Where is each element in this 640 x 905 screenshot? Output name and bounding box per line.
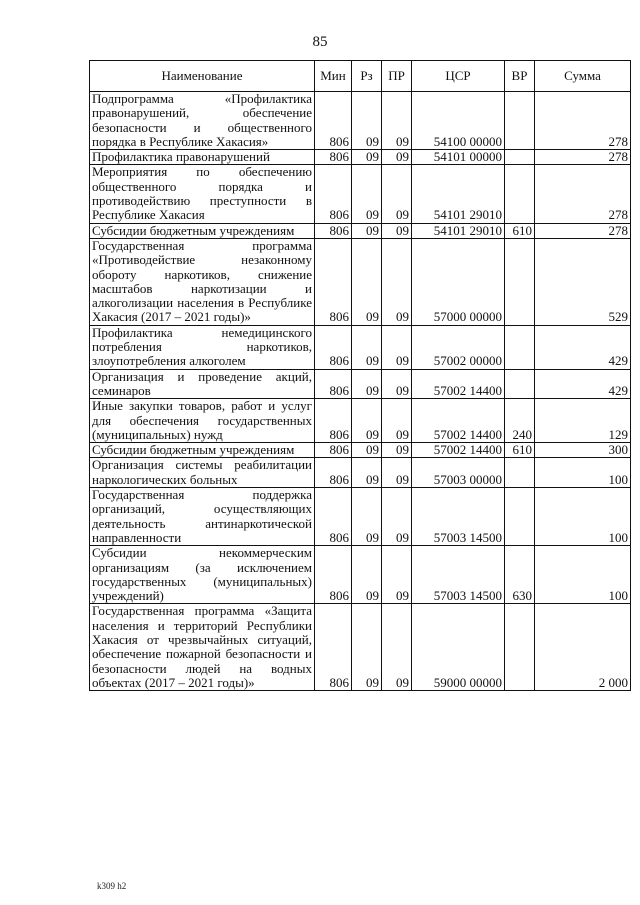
table-body (90, 92, 631, 691)
cell-vr (505, 92, 535, 150)
cell-sum: 100 (535, 488, 631, 546)
cell-pr: 09 (382, 458, 412, 488)
cell-sum: 129 (535, 399, 631, 443)
cell-rz: 09 (352, 238, 382, 325)
header-sum: Сумма (535, 61, 631, 92)
cell-min: 806 (315, 223, 352, 238)
cell-min: 806 (315, 92, 352, 150)
cell-min: 806 (315, 604, 352, 691)
cell-name: Профилактика немедицинского потребления наркотиков, злоупотребления алкоголем (90, 325, 315, 369)
cell-name: Государственная программа «Защита населения и территорий Республики Хакасия от чрезвычайных ситуаций, обеспечение пожарной безопасности и безопасности людей на водных объектах (2017 – 2021 годы)» (90, 604, 315, 691)
header-vr: ВР (505, 61, 535, 92)
header-rz: Рз (352, 61, 382, 92)
table-row (90, 150, 631, 165)
cell-vr: 630 (505, 546, 535, 604)
cell-min: 806 (315, 238, 352, 325)
cell-sum: 278 (535, 150, 631, 165)
cell-vr: 240 (505, 399, 535, 443)
cell-csr: 57000 00000 (412, 238, 505, 325)
cell-sum: 2 000 (535, 604, 631, 691)
cell-rz: 09 (352, 458, 382, 488)
cell-rz: 09 (352, 165, 382, 223)
cell-pr: 09 (382, 443, 412, 458)
cell-min: 806 (315, 399, 352, 443)
header-pr: ПР (382, 61, 412, 92)
table-row (90, 238, 631, 325)
cell-name: Мероприятия по обеспечению общественного порядка и противодействию преступности в Республике Хакасия (90, 165, 315, 223)
cell-vr (505, 150, 535, 165)
table-row (90, 165, 631, 223)
cell-name: Организация системы реабилитации наркологических больных (90, 458, 315, 488)
cell-csr: 57002 14400 (412, 369, 505, 399)
cell-name: Государственная программа «Противодействие незаконному обороту наркотиков, снижение масштабов наркотизации и алкоголизации населения в Республике Хакасия (2017 – 2021 годы)» (90, 238, 315, 325)
cell-csr: 54101 29010 (412, 165, 505, 223)
cell-min: 806 (315, 325, 352, 369)
cell-sum: 278 (535, 223, 631, 238)
page-number: 85 (312, 34, 328, 50)
table-row (90, 223, 631, 238)
cell-rz: 09 (352, 369, 382, 399)
table-row (90, 604, 631, 691)
cell-csr: 57003 14500 (412, 488, 505, 546)
cell-rz: 09 (352, 399, 382, 443)
cell-sum: 429 (535, 369, 631, 399)
cell-rz: 09 (352, 488, 382, 546)
cell-csr: 57003 14500 (412, 546, 505, 604)
cell-vr (505, 325, 535, 369)
cell-csr: 57003 00000 (412, 458, 505, 488)
cell-csr: 54101 29010 (412, 223, 505, 238)
cell-csr: 57002 14400 (412, 399, 505, 443)
cell-vr: 610 (505, 223, 535, 238)
cell-sum: 300 (535, 443, 631, 458)
cell-sum: 529 (535, 238, 631, 325)
cell-rz: 09 (352, 604, 382, 691)
cell-sum: 429 (535, 325, 631, 369)
cell-pr: 09 (382, 604, 412, 691)
header-name: Наименование (90, 61, 315, 92)
cell-rz: 09 (352, 92, 382, 150)
cell-pr: 09 (382, 150, 412, 165)
table-row (90, 325, 631, 369)
cell-name: Профилактика правонарушений (90, 150, 315, 165)
cell-min: 806 (315, 369, 352, 399)
cell-min: 806 (315, 150, 352, 165)
budget-table (89, 60, 631, 691)
cell-name: Субсидии бюджетным учреждениям (90, 443, 315, 458)
table-row (90, 369, 631, 399)
header-csr: ЦСР (412, 61, 505, 92)
table-row (90, 92, 631, 150)
cell-pr: 09 (382, 238, 412, 325)
cell-pr: 09 (382, 369, 412, 399)
table-row (90, 488, 631, 546)
cell-sum: 100 (535, 546, 631, 604)
cell-sum: 100 (535, 458, 631, 488)
cell-name: Субсидии бюджетным учреждениям (90, 223, 315, 238)
cell-rz: 09 (352, 150, 382, 165)
cell-pr: 09 (382, 165, 412, 223)
cell-name: Государственная поддержка организаций, осуществляющих деятельность антинаркотической направленности (90, 488, 315, 546)
cell-pr: 09 (382, 488, 412, 546)
cell-csr: 59000 00000 (412, 604, 505, 691)
cell-csr: 54101 00000 (412, 150, 505, 165)
table-row (90, 399, 631, 443)
cell-rz: 09 (352, 443, 382, 458)
cell-csr: 57002 00000 (412, 325, 505, 369)
cell-min: 806 (315, 443, 352, 458)
cell-rz: 09 (352, 325, 382, 369)
cell-min: 806 (315, 546, 352, 604)
table-row (90, 443, 631, 458)
cell-rz: 09 (352, 546, 382, 604)
cell-vr (505, 458, 535, 488)
cell-csr: 54100 00000 (412, 92, 505, 150)
cell-vr (505, 604, 535, 691)
cell-vr (505, 369, 535, 399)
footer-code: k309 h2 (97, 881, 127, 891)
cell-rz: 09 (352, 223, 382, 238)
table-row (90, 458, 631, 488)
cell-name: Иные закупки товаров, работ и услуг для обеспечения государственных (муниципальных) нужд (90, 399, 315, 443)
cell-name: Подпрограмма «Профилактика правонарушений, обеспечение безопасности и общественного порядка в Республике Хакасия» (90, 92, 315, 150)
cell-pr: 09 (382, 223, 412, 238)
cell-sum: 278 (535, 92, 631, 150)
cell-vr (505, 238, 535, 325)
table-row (90, 546, 631, 604)
cell-vr (505, 165, 535, 223)
cell-name: Организация и проведение акций, семинаров (90, 369, 315, 399)
cell-csr: 57002 14400 (412, 443, 505, 458)
cell-vr (505, 488, 535, 546)
cell-pr: 09 (382, 399, 412, 443)
header-min: Мин (315, 61, 352, 92)
cell-pr: 09 (382, 325, 412, 369)
cell-min: 806 (315, 458, 352, 488)
cell-pr: 09 (382, 92, 412, 150)
cell-min: 806 (315, 165, 352, 223)
cell-sum: 278 (535, 165, 631, 223)
table-header-row (90, 61, 631, 92)
cell-min: 806 (315, 488, 352, 546)
cell-vr: 610 (505, 443, 535, 458)
cell-name: Субсидии некоммерческим организациям (за исключением государственных (муниципальных) учреждений) (90, 546, 315, 604)
cell-pr: 09 (382, 546, 412, 604)
